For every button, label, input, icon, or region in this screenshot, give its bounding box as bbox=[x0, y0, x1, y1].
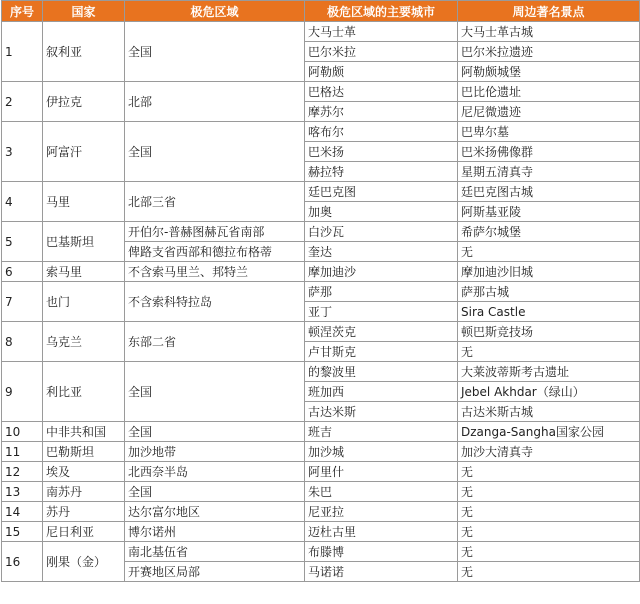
danger-zone: 北部三省 bbox=[125, 182, 305, 222]
table-row bbox=[2, 182, 640, 202]
danger-zone: 俾路支省西部和德拉布格蒂 bbox=[125, 242, 305, 262]
danger-zone: 开赛地区局部 bbox=[125, 562, 305, 582]
danger-zone: 全国 bbox=[125, 22, 305, 82]
header-number: 序号 bbox=[2, 1, 43, 22]
sight-name: 萨那古城 bbox=[458, 282, 640, 302]
city-name: 阿里什 bbox=[305, 462, 458, 482]
country-name: 马里 bbox=[43, 182, 125, 222]
city-name: 的黎波里 bbox=[305, 362, 458, 382]
sight-name: 无 bbox=[458, 522, 640, 542]
table-row bbox=[2, 422, 640, 442]
row-number: 6 bbox=[2, 262, 43, 282]
danger-zone: 北西奈半岛 bbox=[125, 462, 305, 482]
country-name: 利比亚 bbox=[43, 362, 125, 422]
country-name: 中非共和国 bbox=[43, 422, 125, 442]
sight-name: 大马士革古城 bbox=[458, 22, 640, 42]
table-row bbox=[2, 462, 640, 482]
row-number: 16 bbox=[2, 542, 43, 582]
city-name: 布滕博 bbox=[305, 542, 458, 562]
country-name: 索马里 bbox=[43, 262, 125, 282]
sight-name: 无 bbox=[458, 342, 640, 362]
row-number: 2 bbox=[2, 82, 43, 122]
city-name: 赫拉特 bbox=[305, 162, 458, 182]
country-name: 南苏丹 bbox=[43, 482, 125, 502]
city-name: 阿勒颇 bbox=[305, 62, 458, 82]
city-name: 朱巴 bbox=[305, 482, 458, 502]
row-number: 15 bbox=[2, 522, 43, 542]
city-name: 迈杜古里 bbox=[305, 522, 458, 542]
country-name: 伊拉克 bbox=[43, 82, 125, 122]
country-name: 刚果（金） bbox=[43, 542, 125, 582]
row-number: 13 bbox=[2, 482, 43, 502]
table-row bbox=[2, 22, 640, 42]
country-name: 巴基斯坦 bbox=[43, 222, 125, 262]
table-row bbox=[2, 222, 640, 242]
danger-zone: 东部二省 bbox=[125, 322, 305, 362]
sight-name: 古达米斯古城 bbox=[458, 402, 640, 422]
danger-zone: 博尔诺州 bbox=[125, 522, 305, 542]
header-row bbox=[2, 1, 640, 22]
danger-zone: 全国 bbox=[125, 122, 305, 182]
sight-name: 无 bbox=[458, 462, 640, 482]
danger-zone: 不含索马里兰、邦特兰 bbox=[125, 262, 305, 282]
sight-name: 巴尔米拉遗迹 bbox=[458, 42, 640, 62]
table-row bbox=[2, 502, 640, 522]
table-row bbox=[2, 522, 640, 542]
sight-name: 尼尼微遗迹 bbox=[458, 102, 640, 122]
row-number: 5 bbox=[2, 222, 43, 262]
danger-zone: 达尔富尔地区 bbox=[125, 502, 305, 522]
sight-name: Sira Castle bbox=[458, 302, 640, 322]
city-name: 古达米斯 bbox=[305, 402, 458, 422]
danger-zone: 北部 bbox=[125, 82, 305, 122]
city-name: 班加西 bbox=[305, 382, 458, 402]
sight-name: 无 bbox=[458, 542, 640, 562]
header-main-cities: 极危区域的主要城市 bbox=[305, 1, 458, 22]
city-name: 摩苏尔 bbox=[305, 102, 458, 122]
row-number: 12 bbox=[2, 462, 43, 482]
sight-name: 无 bbox=[458, 502, 640, 522]
sight-name: 大莱波蒂斯考古遗址 bbox=[458, 362, 640, 382]
sight-name: 廷巴克图古城 bbox=[458, 182, 640, 202]
table-row bbox=[2, 322, 640, 342]
risk-table bbox=[1, 0, 640, 582]
country-name: 苏丹 bbox=[43, 502, 125, 522]
city-name: 马诺诺 bbox=[305, 562, 458, 582]
city-name: 廷巴克图 bbox=[305, 182, 458, 202]
danger-zone: 加沙地带 bbox=[125, 442, 305, 462]
sight-name: 希萨尔城堡 bbox=[458, 222, 640, 242]
row-number: 9 bbox=[2, 362, 43, 422]
city-name: 顿涅茨克 bbox=[305, 322, 458, 342]
sight-name: 无 bbox=[458, 482, 640, 502]
header-country: 国家 bbox=[43, 1, 125, 22]
table-row bbox=[2, 362, 640, 382]
city-name: 加沙城 bbox=[305, 442, 458, 462]
table-row bbox=[2, 442, 640, 462]
sight-name: 阿斯基亚陵 bbox=[458, 202, 640, 222]
city-name: 摩加迪沙 bbox=[305, 262, 458, 282]
row-number: 7 bbox=[2, 282, 43, 322]
table-row bbox=[2, 282, 640, 302]
row-number: 14 bbox=[2, 502, 43, 522]
sight-name: 巴米扬佛像群 bbox=[458, 142, 640, 162]
sight-name: 巴卑尔墓 bbox=[458, 122, 640, 142]
row-number: 1 bbox=[2, 22, 43, 82]
sight-name: Dzanga-Sangha国家公园 bbox=[458, 422, 640, 442]
row-number: 8 bbox=[2, 322, 43, 362]
country-name: 阿富汗 bbox=[43, 122, 125, 182]
sight-name: Jebel Akhdar（绿山） bbox=[458, 382, 640, 402]
sight-name: 巴比伦遗址 bbox=[458, 82, 640, 102]
city-name: 大马士革 bbox=[305, 22, 458, 42]
table-body bbox=[2, 22, 640, 582]
table-row bbox=[2, 82, 640, 102]
city-name: 巴格达 bbox=[305, 82, 458, 102]
city-name: 巴尔米拉 bbox=[305, 42, 458, 62]
table-row bbox=[2, 262, 640, 282]
danger-zone: 全国 bbox=[125, 422, 305, 442]
country-name: 埃及 bbox=[43, 462, 125, 482]
city-name: 白沙瓦 bbox=[305, 222, 458, 242]
city-name: 卢甘斯克 bbox=[305, 342, 458, 362]
row-number: 3 bbox=[2, 122, 43, 182]
sight-name: 阿勒颇城堡 bbox=[458, 62, 640, 82]
sight-name: 摩加迪沙旧城 bbox=[458, 262, 640, 282]
country-name: 叙利亚 bbox=[43, 22, 125, 82]
danger-zone: 全国 bbox=[125, 362, 305, 422]
header-nearby-sights: 周边著名景点 bbox=[458, 1, 640, 22]
sight-name: 无 bbox=[458, 242, 640, 262]
sight-name: 加沙大清真寺 bbox=[458, 442, 640, 462]
city-name: 尼亚拉 bbox=[305, 502, 458, 522]
country-name: 尼日利亚 bbox=[43, 522, 125, 542]
danger-zone: 开伯尔-普赫图赫瓦省南部 bbox=[125, 222, 305, 242]
city-name: 亚丁 bbox=[305, 302, 458, 322]
header-danger-zone: 极危区域 bbox=[125, 1, 305, 22]
table-row bbox=[2, 122, 640, 142]
country-name: 乌克兰 bbox=[43, 322, 125, 362]
city-name: 加奥 bbox=[305, 202, 458, 222]
country-name: 巴勒斯坦 bbox=[43, 442, 125, 462]
row-number: 11 bbox=[2, 442, 43, 462]
danger-zone: 全国 bbox=[125, 482, 305, 502]
country-name: 也门 bbox=[43, 282, 125, 322]
sight-name: 顿巴斯竞技场 bbox=[458, 322, 640, 342]
sight-name: 星期五清真寺 bbox=[458, 162, 640, 182]
danger-zone: 南北基伍省 bbox=[125, 542, 305, 562]
table-row bbox=[2, 542, 640, 562]
city-name: 萨那 bbox=[305, 282, 458, 302]
table-row bbox=[2, 482, 640, 502]
city-name: 巴米扬 bbox=[305, 142, 458, 162]
city-name: 喀布尔 bbox=[305, 122, 458, 142]
sight-name: 无 bbox=[458, 562, 640, 582]
city-name: 奎达 bbox=[305, 242, 458, 262]
danger-zone: 不含索科特拉岛 bbox=[125, 282, 305, 322]
city-name: 班吉 bbox=[305, 422, 458, 442]
row-number: 10 bbox=[2, 422, 43, 442]
row-number: 4 bbox=[2, 182, 43, 222]
